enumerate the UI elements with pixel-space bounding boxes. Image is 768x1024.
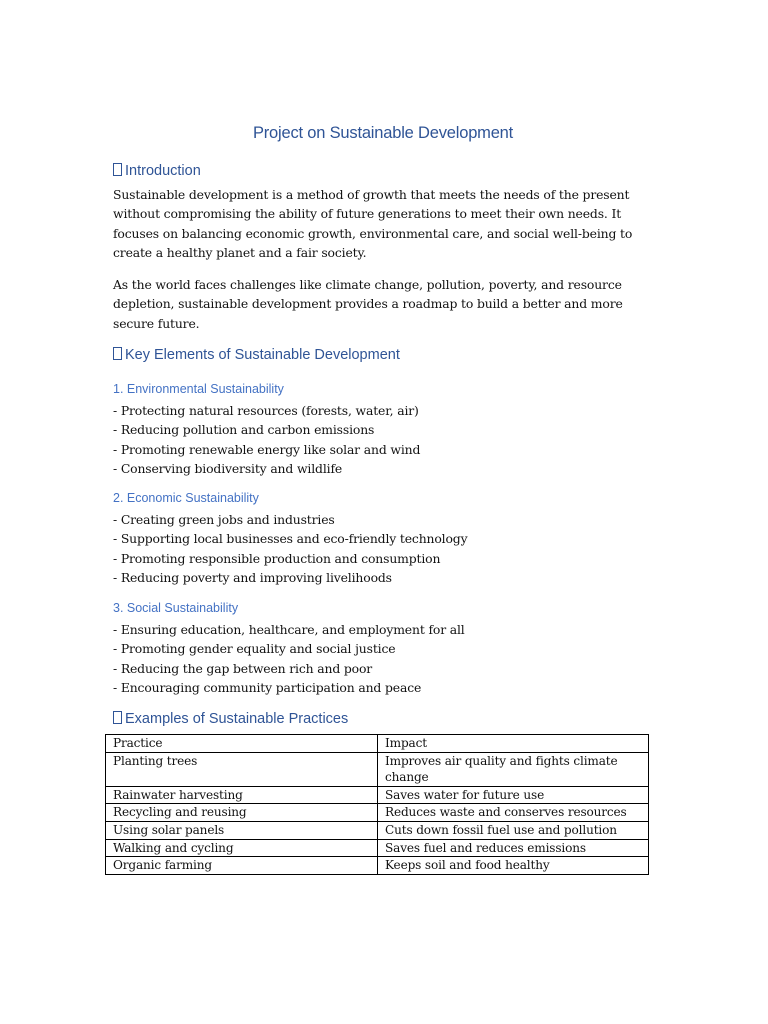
economic-sustainability-list [113, 510, 467, 588]
table-cell: Organic farming [106, 857, 378, 875]
table-row [106, 786, 649, 804]
list-item: - Reducing the gap between rich and poor [113, 660, 373, 676]
table-header-row [106, 735, 649, 753]
table-header-cell: Impact [378, 735, 649, 753]
introduction-paragraph-2: As the world faces challenges like climate change, pollution, poverty, and resource depletion, sustainable development provides a roadmap to build a better and more secure future. [113, 277, 623, 331]
list-item: - Ensuring education, healthcare, and employment for all [113, 622, 465, 637]
key-elements-heading-text: Key Elements of Sustainable Development [125, 347, 400, 363]
list-item: - Promoting renewable energy like solar and wind [113, 441, 421, 457]
list-item: - Conserving biodiversity and wildlife [113, 461, 343, 477]
table-cell: Using solar panels [106, 821, 378, 839]
table-row [106, 839, 649, 857]
key-elements-heading [113, 347, 400, 363]
table-header-cell: Practice [106, 735, 378, 753]
list-item: - Protecting natural resources (forests, water, air) [113, 403, 419, 418]
table-row [106, 804, 649, 822]
table-cell: Keeps soil and food healthy [378, 857, 649, 875]
table-cell: Rainwater harvesting [106, 786, 378, 804]
economic-sustainability-heading: 2. Economic Sustainability [113, 491, 259, 505]
table-cell: Cuts down fossil fuel use and pollution [378, 821, 649, 839]
table-cell: Improves air quality and fights climate change [378, 752, 649, 786]
list-item: - Supporting local businesses and eco-friendly technology [113, 531, 468, 547]
table-row [106, 821, 649, 839]
missing-glyph-box-icon [113, 347, 122, 360]
table-cell: Recycling and reusing [106, 804, 378, 822]
examples-heading-text: Examples of Sustainable Practices [125, 711, 349, 727]
missing-glyph-box-icon [113, 711, 122, 724]
table-row [106, 752, 649, 786]
table-cell: Walking and cycling [106, 839, 378, 857]
table-row [106, 857, 649, 875]
list-item: - Promoting responsible production and consumption [113, 550, 441, 566]
environmental-sustainability-heading: 1. Environmental Sustainability [113, 382, 284, 396]
introduction-paragraph-1: Sustainable development is a method of growth that meets the needs of the present without compromising the ability of future generations to meet their own needs. It focuses on balancing economic growth, environmental care, and social well-being to create a healthy planet and a fair society. [113, 187, 633, 261]
practices-table [105, 734, 649, 875]
list-item: - Creating green jobs and industries [113, 512, 335, 527]
missing-glyph-box-icon [113, 163, 122, 176]
introduction-heading [113, 163, 201, 179]
social-sustainability-heading: 3. Social Sustainability [113, 601, 239, 615]
document-title: Project on Sustainable Development [252, 124, 514, 142]
social-sustainability-list [113, 620, 465, 698]
examples-heading [113, 711, 348, 727]
environmental-sustainability-list [113, 401, 420, 479]
table-cell: Planting trees [106, 752, 378, 786]
table-cell: Saves fuel and reduces emissions [378, 839, 649, 857]
introduction-heading-text: Introduction [125, 163, 201, 179]
list-item: - Reducing poverty and improving livelihoods [113, 570, 392, 586]
table-cell: Reduces waste and conserves resources [378, 804, 649, 822]
table-cell: Saves water for future use [378, 786, 649, 804]
list-item: - Promoting gender equality and social justice [113, 641, 396, 657]
list-item: - Reducing pollution and carbon emissions [113, 422, 375, 438]
list-item: - Encouraging community participation and peace [113, 680, 422, 696]
